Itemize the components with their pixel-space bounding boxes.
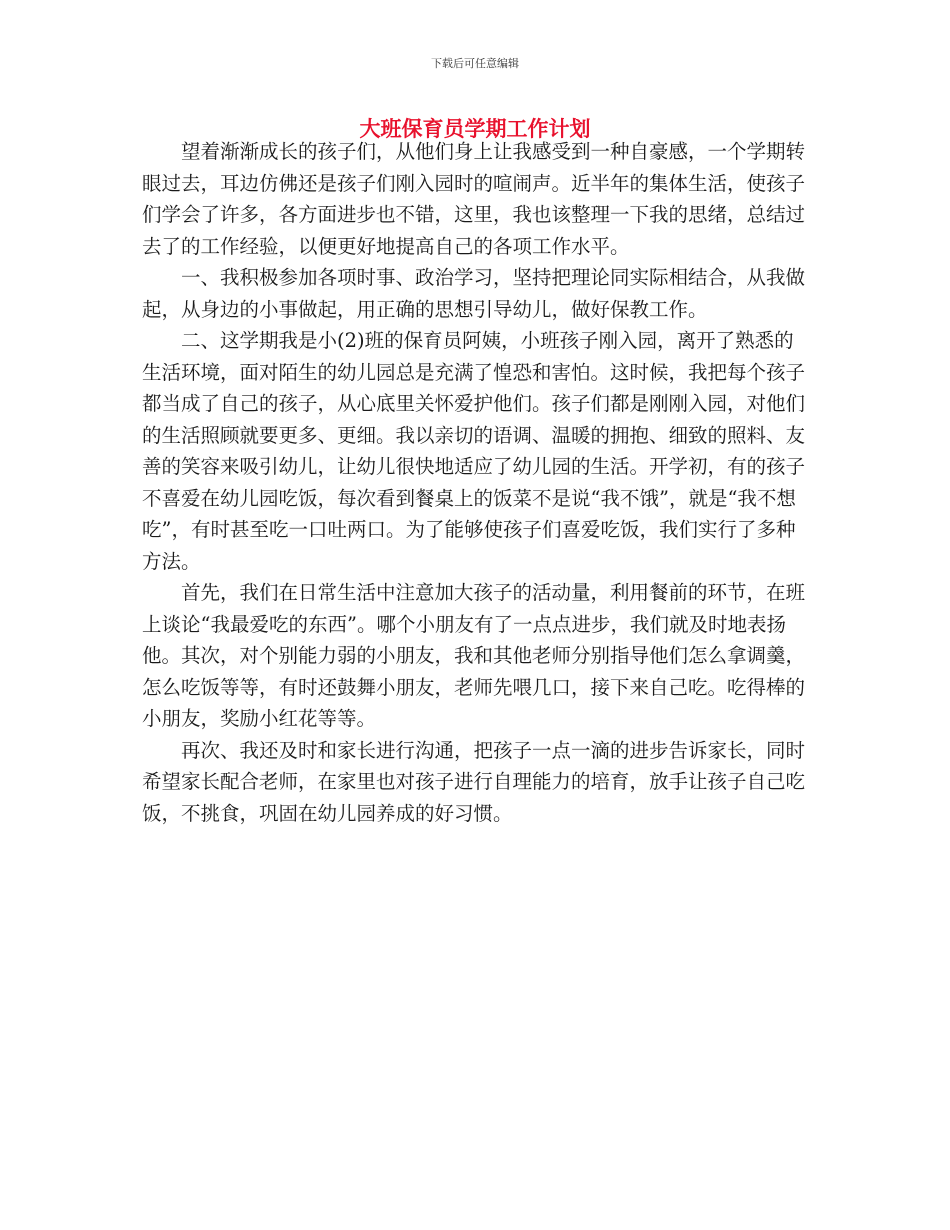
- paragraph-first-measures: 首先，我们在日常生活中注意加大孩子的活动量，利用餐前的环节，在班上谈论“我最爱吃的东西”。哪个小朋友有了一点点进步，我们就及时地表扬他。其次，对个别能力弱的小朋友，我和其他老师分别指导他们怎么拿调羹，怎么吃饭等等，有时还鼓舞小朋友，老师先喂几口，接下来自己吃。吃得棒的小朋友，奖励小红花等等。: [142, 581, 806, 730]
- document-title: 大班保育员学期工作计划: [359, 117, 591, 141]
- paragraph-section-one: 一、我积极参加各项时事、政治学习，坚持把理论同实际相结合，从我做起，从身边的小事做起，用正确的思想引导幼儿，做好保教工作。: [142, 266, 806, 321]
- paragraph-next-measures: 再次、我还及时和家长进行沟通，把孩子一点一滴的进步告诉家长，同时希望家长配合老师，在家里也对孩子进行自理能力的培育，放手让孩子自己吃饭，不挑食，巩固在幼儿园养成的好习惯。: [142, 738, 806, 825]
- paragraph-intro: 望着渐渐成长的孩子们，从他们身上让我感受到一种自豪感，一个学期转眼过去，耳边仿佛还是孩子们刚入园时的喧闹声。近半年的集体生活，使孩子们学会了许多，各方面进步也不错，这里，我也该整理一下我的思绪，总结过去了的工作经验，以便更好地提高自己的各项工作水平。: [142, 140, 806, 258]
- header-note: 下载后可任意编辑: [431, 57, 519, 70]
- paragraph-section-two: 二、这学期我是小(2)班的保育员阿姨，小班孩子刚入园，离开了熟悉的生活环境，面对陌生的幼儿园总是充满了惶恐和害怕。这时候，我把每个孩子都当成了自己的孩子，从心底里关怀爱护他们。孩子们都是刚刚入园，对他们的生活照顾就要更多、更细。我以亲切的语调、温暖的拥抱、细致的照料、友善的笑容来吸引幼儿，让幼儿很快地适应了幼儿园的生活。开学初，有的孩子不喜爱在幼儿园吃饭，每次看到餐桌上的饭菜不是说“我不饿”，就是“我不想吃”，有时甚至吃一口吐两口。为了能够使孩子们喜爱吃饭，我们实行了多种方法。: [142, 329, 806, 573]
- document-body: [142, 136, 812, 829]
